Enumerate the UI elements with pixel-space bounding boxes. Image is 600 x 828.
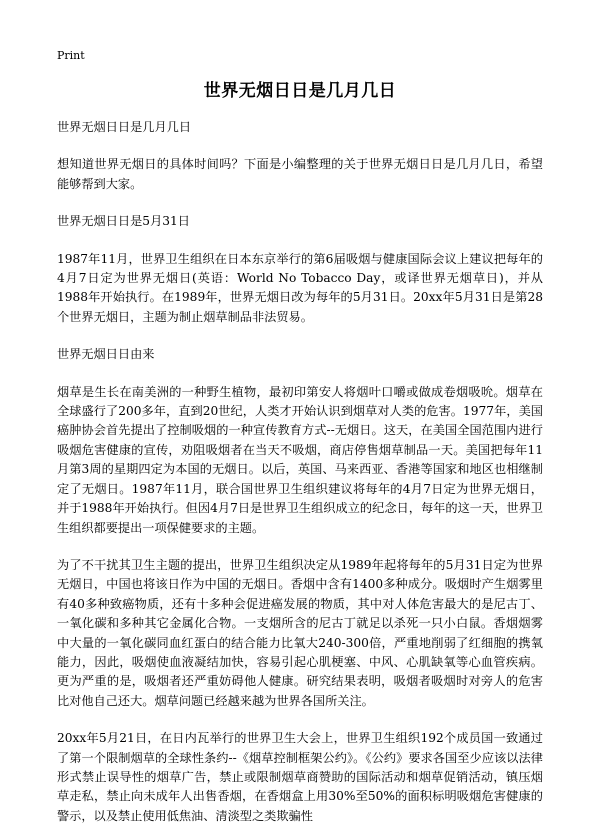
article-body — [57, 118, 543, 828]
treaty-paragraph: 20xx年5月21日，在日内瓦举行的世界卫生大会上，世界卫生组织192个成员国一致通过了第一个限制烟草的全球性条约--《烟草控制框架公约》。《公约》要求各国至少应该以法律形式禁止误导性的烟草广告，禁止或限制烟草商赞助的国际活动和烟草促销活动，镇压烟草走私，禁止向未成年人出售香烟，在香烟盒上用30%至50%的面积标明吸烟危害健康的警示，以及禁止使用低焦油、清淡型之类欺骗性 — [57, 731, 543, 823]
intro-paragraph: 想知道世界无烟日的具体时间吗？下面是小编整理的关于世界无烟日日是几月几日，希望能够帮到大家。 — [57, 157, 543, 191]
origin-paragraph: 烟草是生长在南美洲的一种野生植物，最初印第安人将烟叶口嚼或做成卷烟吸吮。烟草在全球盛行了200多年，直到20世纪，人类才开始认识到烟草对人类的危害。1977年，美国癌肿协会首先提出了控制吸烟的一种宣传教育方式--无烟日。这天，在美国全国范围内进行吸烟危害健康的宣传，劝阻吸烟者在当天不吸烟，商店停售烟草制品一天。美国把每年11月第3周的星期四定为本国的无烟日。以后，英国、马来西亚、香港等国家和地区也相继制定了无烟日。1987年11月，联合国世界卫生组织建议将每年的4月7日定为世界无烟日，并于1988年开始执行。但因4月7日是世界卫生组织成立的纪念日，每年的这一天，世界卫生组织都要提出一项保健要求的主题。 — [57, 384, 543, 535]
health-paragraph: 为了不干扰其卫生主题的提出，世界卫生组织决定从1989年起将每年的5月31日定为世界无烟日，中国也将该日作为中国的无烟日。香烟中含有1400多种成分。吸烟时产生烟雾里有40多种致癌物质，还有十多种会促进癌发展的物质，其中对人体危害最大的是尼古丁、一氧化碳和多种其它金属化合物。一支烟所含的尼古丁就足以杀死一只小白鼠。香烟烟雾中大量的一氧化碳同血红蛋白的结合能力比氧大240-300倍，严重地削弱了红细胞的携氧能力，因此，吸烟使血液凝结加快，容易引起心肌梗塞、中风、心肌缺氧等心血管疾病。更为严重的是，吸烟者还严重妨碍他人健康。研究结果表明，吸烟者吸烟时对旁人的危害比对他自己还大。烟草问题已经越来越为世界各国所关注。 — [57, 557, 543, 708]
origin-heading: 世界无烟日日由来 — [57, 347, 155, 362]
history-paragraph: 1987年11月，世界卫生组织在日本东京举行的第6届吸烟与健康国际会议上建议把每年的4月7日定为世界无烟日(英语：World No Tobacco Day，或译世界无烟草日)，并从1988年开始执行。在1989年，世界无烟日改为每年的5月31日。20xx年5月31日是第28个世界无烟日，主题为制止烟草制品非法贸易。 — [57, 251, 543, 324]
print-label: Print — [57, 49, 85, 62]
date-heading: 世界无烟日日是5月31日 — [57, 214, 190, 229]
subtitle-heading: 世界无烟日日是几月几日 — [57, 120, 192, 134]
page-title: 世界无烟日日是几月几日 — [203, 81, 397, 101]
